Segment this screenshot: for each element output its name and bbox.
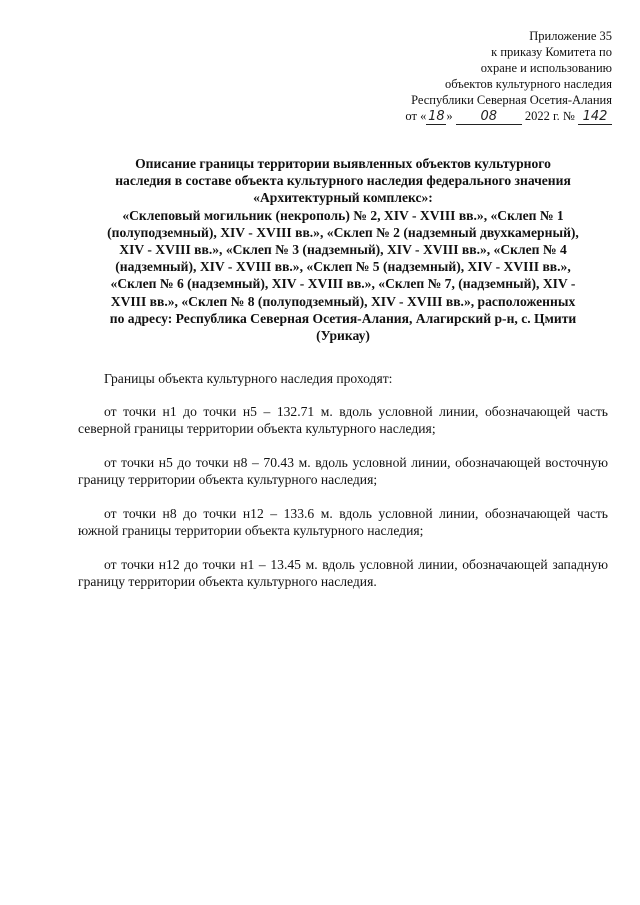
title-line: «Склеп № 6 (надземный), XIV - XVIII вв.», «Склеп № 7, (надземный), XIV -	[110, 276, 576, 292]
appendix-number: Приложение 35	[529, 29, 612, 43]
republic-name: Республики Северная Осетия-Алания	[411, 93, 612, 107]
date-prefix: от «	[405, 109, 427, 123]
committee-name-line: охране и использованию	[480, 61, 612, 75]
boundary-paragraph-north: от точки н1 до точки н5 – 132.71 м. вдоль условной линии, обозначающей часть северной границы территории объекта культурного наследия;	[78, 404, 608, 436]
handwritten-month: 08	[456, 110, 522, 125]
boundary-paragraph-east: от точки н5 до точки н8 – 70.43 м. вдоль условной линии, обозначающей восточную границу территории объекта культурного наследия;	[78, 455, 608, 487]
handwritten-day: 18	[428, 109, 445, 124]
handwritten-order-number: 142	[578, 110, 612, 125]
date-separator: »	[446, 109, 453, 123]
title-line: XVIII вв.», «Склеп № 8 (полуподземный), XIV - XVIII вв.», расположенных	[110, 293, 576, 309]
title-line: по адресу: Республика Северная Осетия-Алания, Алагирский р-н, с. Цмити	[109, 310, 577, 326]
title-line: (надземный), XIV - XVIII вв.», «Склеп № 5 (надземный), XIV - XVIII вв.»,	[115, 259, 571, 275]
boundary-paragraph-west: от точки н12 до точки н1 – 13.45 м. вдоль условной линии, обозначающей западную границу территории объекта культурного наследия.	[78, 557, 608, 589]
title-line: (Урикау)	[316, 328, 370, 344]
title-line: Описание границы территории выявленных объектов культурного	[135, 156, 551, 171]
document-body	[78, 370, 608, 607]
document-title	[78, 155, 608, 344]
date-year: 2022 г. №	[524, 109, 575, 123]
committee-name-line: объектов культурного наследия	[445, 77, 612, 91]
title-line: XIV - XVIII вв.», «Склеп № 3 (надземный), XIV - XVIII вв.», «Склеп № 4	[119, 242, 567, 258]
title-line: «Склеповый могильник (некрополь) № 2, XIV - XVIII вв.», «Склеп № 1	[122, 207, 564, 223]
order-reference: к приказу Комитета по	[491, 45, 612, 59]
title-line: (полуподземный), XIV - XVIII вв.», «Склеп № 2 (надземный двухкамерный),	[107, 224, 579, 240]
appendix-header	[312, 28, 612, 125]
order-date-line	[312, 108, 612, 125]
title-line: наследия в составе объекта культурного наследия федерального значения	[115, 173, 571, 189]
title-line: «Архитектурный комплекс»:	[253, 190, 433, 206]
intro-paragraph: Границы объекта культурного наследия проходят:	[104, 371, 393, 386]
boundary-paragraph-south: от точки н8 до точки н12 – 133.6 м. вдоль условной линии, обозначающей часть южной границы территории объекта культурного наследия;	[78, 506, 608, 538]
